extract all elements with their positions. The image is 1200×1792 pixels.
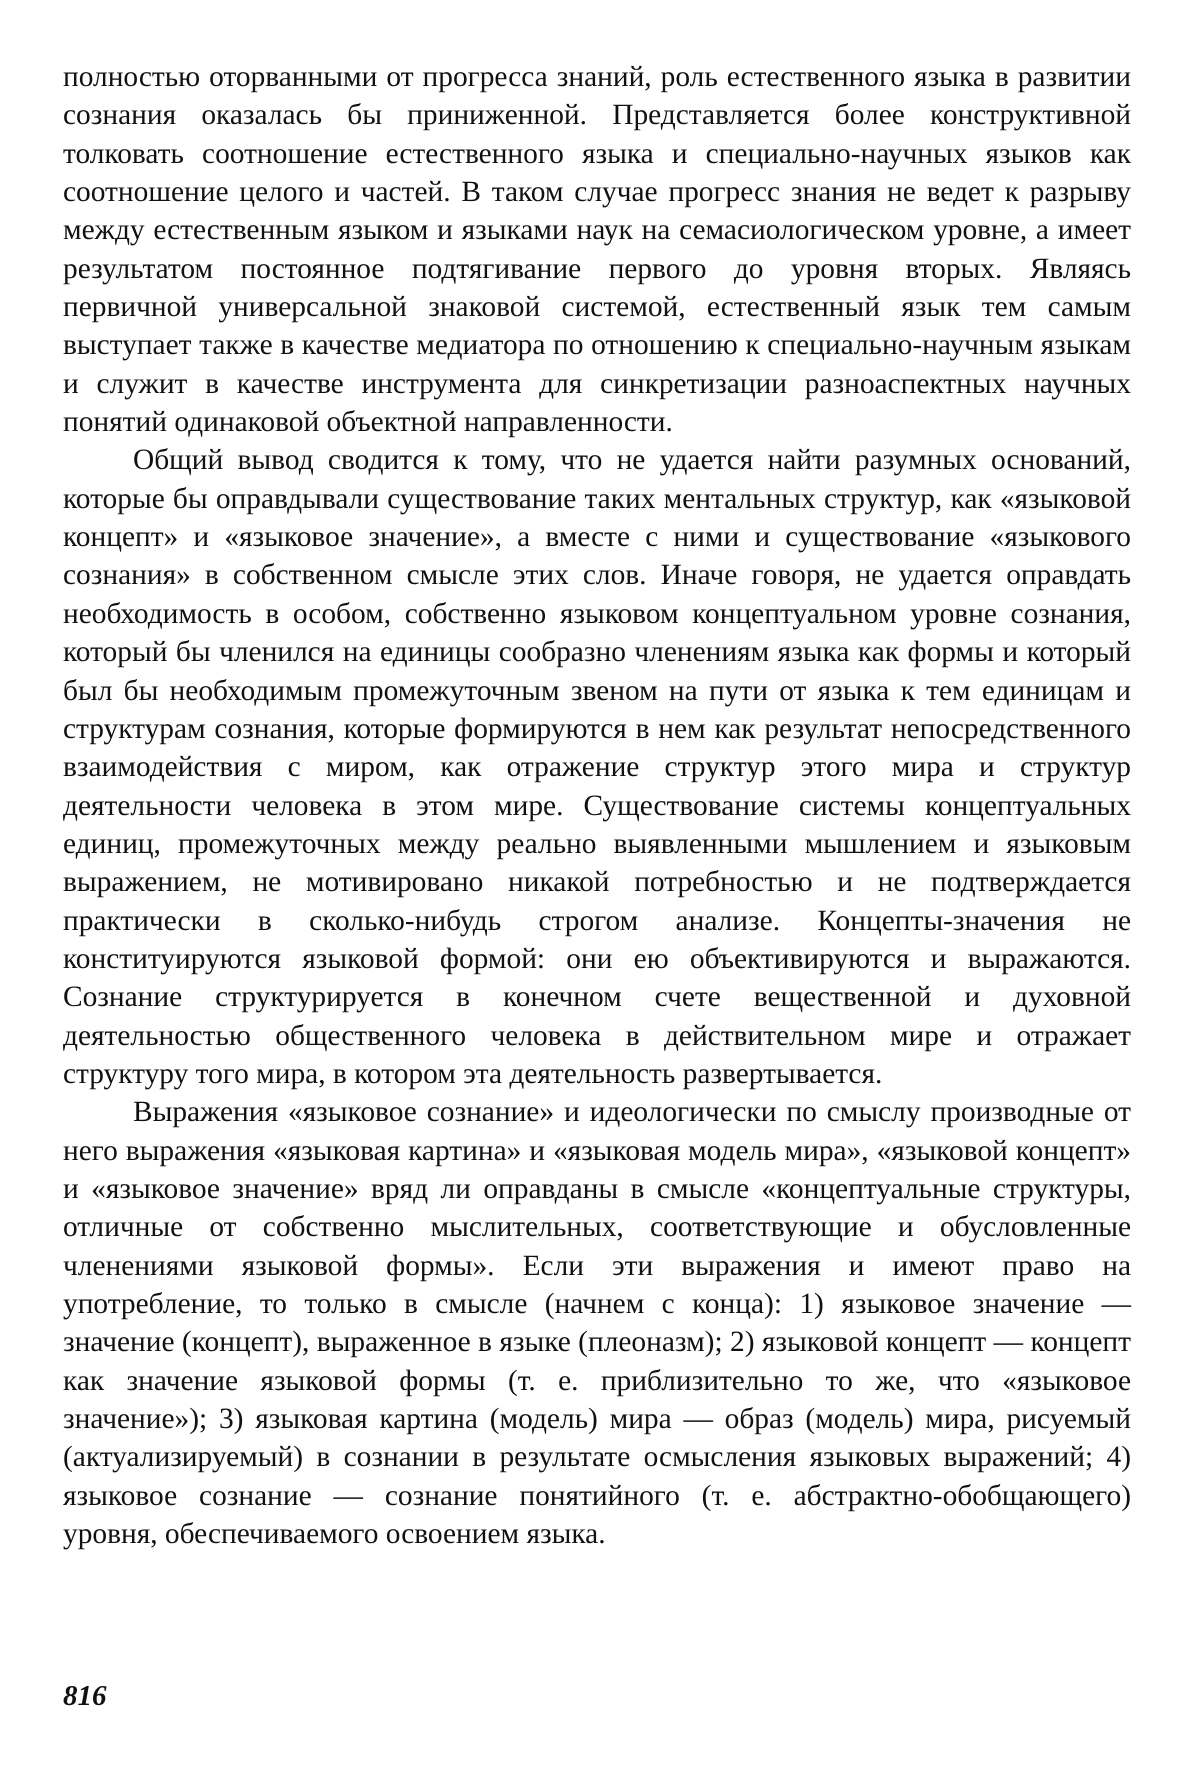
- paragraph-2: Общий вывод сводится к тому, что не удается найти разумных оснований, которые бы оправдывали существование таких ментальных структур, как «языковой концепт» и «языковое значение», а вместе с ними и существование «языкового сознания» в собственном смысле этих слов. Иначе говоря, не удается оправдать необходимость в особом, собственно языковом концептуальном уровне сознания, который бы членился на единицы сообразно членениям языка как формы и который был бы необходимым промежуточным звеном на пути от языка к тем единицам и структурам сознания, которые формируются в нем как результат непосредственного взаимодействия с миром, как отражение структур этого мира и структур деятельности человека в этом мире. Существование системы концептуальных единиц, промежуточных между реально выявленными мышлением и языковым выражением, не мотивировано никакой потребностью и не подтверждается практически в сколько-нибудь строгом анализе. Концепты-значения не конституируются языковой формой: они ею объективируются и выражаются. Сознание структурируется в конечном счете вещественной и духовной деятельностью общественного человека в действительном мире и отражает структуру того мира, в котором эта деятельность развертывается.: [63, 444, 1131, 1090]
- page-number: 816: [63, 1680, 107, 1712]
- page-body: [63, 58, 1131, 1553]
- paragraph-3: Выражения «языковое сознание» и идеологически по смыслу производные от него выражения «языковая картина» и «языковая модель мира», «языковой концепт» и «языковое значение» вряд ли оправданы в смысле «концептуальные структуры, отличные от собственно мыслительных, соответствующие и обусловленные членениями языковой формы». Если эти выражения и имеют право на употребление, то только в смысле (начнем с конца): 1) языковое значение — значение (концепт), выраженное в языке (плеоназм); 2) языковой концепт — концепт как значение языковой формы (т. е. приблизительно то же, что «языковое значение»); 3) языковая картина (модель) мира — образ (модель) мира, рисуемый (актуализируемый) в сознании в результате осмысления языковых выражений; 4) языковое сознание — сознание понятийного (т. е. абстрактно-обобщающего) уровня, обеспечиваемого освоением языка.: [63, 1096, 1131, 1551]
- paragraph-1: полностью оторванными от прогресса знаний, роль естественного языка в развитии сознания оказалась бы приниженной. Представляется более конструктивной толковать соотношение естественного языка и специально-научных языков как соотношение целого и частей. В таком случае прогресс знания не ведет к разрыву между естественным языком и языками наук на семасиологическом уровне, а имеет результатом постоянное подтягивание первого до уровня вторых. Являясь первичной универсальной знаковой системой, естественный язык тем самым выступает также в качестве медиатора по отношению к специально-научным языкам и служит в качестве инструмента для синкретизации разноаспектных научных понятий одинаковой объектной направленности.: [63, 61, 1131, 439]
